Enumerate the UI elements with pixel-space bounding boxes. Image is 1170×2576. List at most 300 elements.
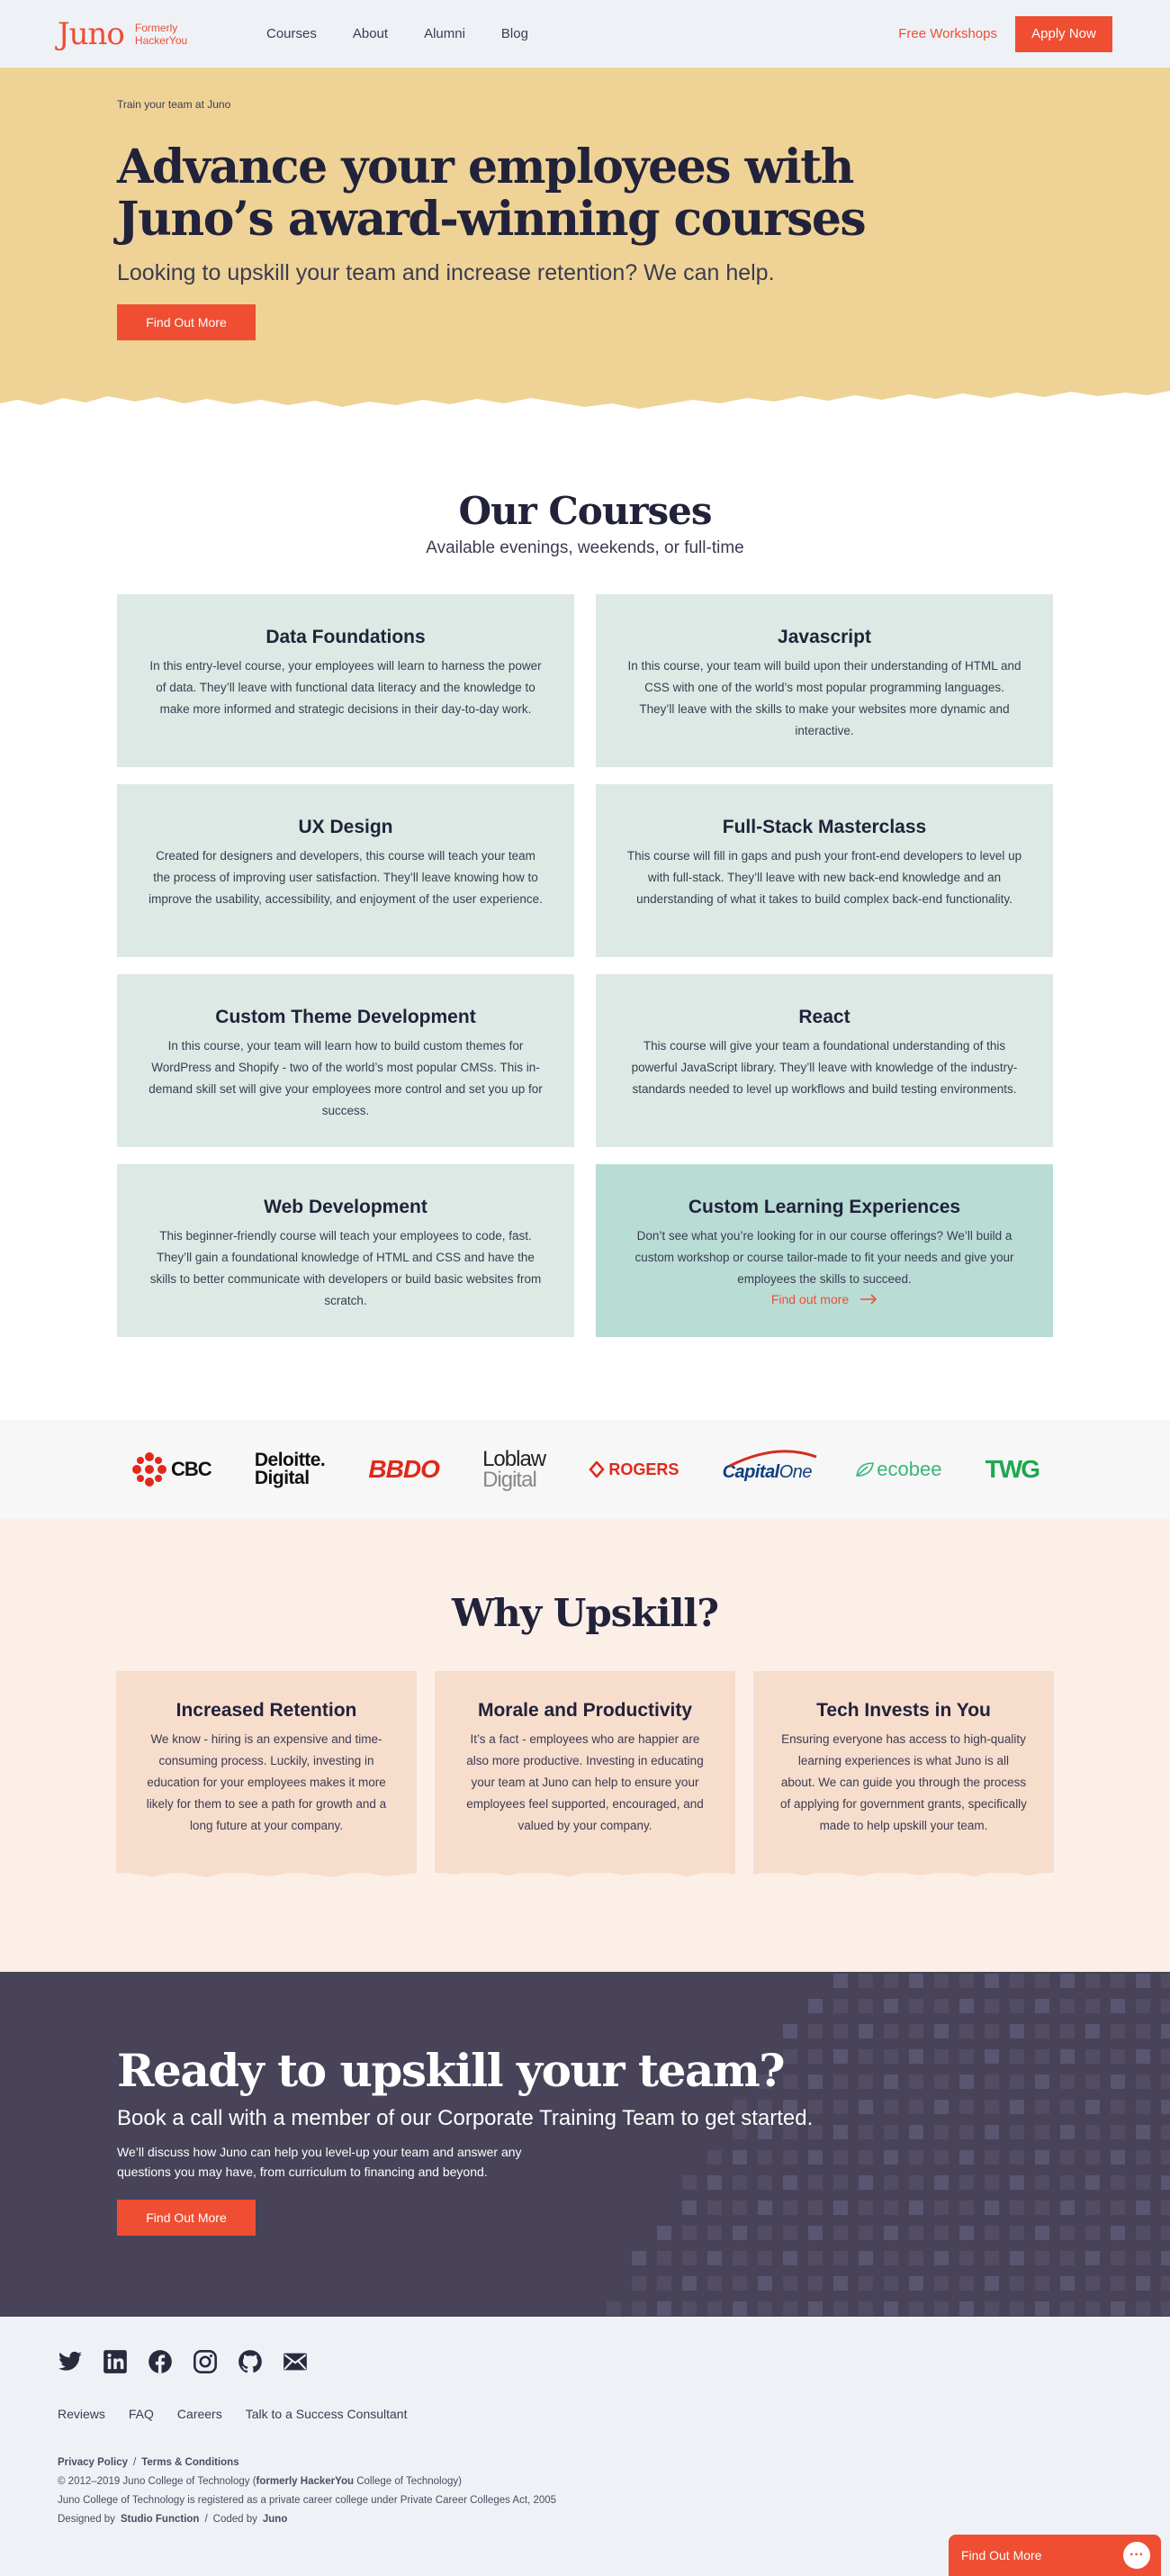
pattern-square xyxy=(985,2226,999,2240)
pattern-square xyxy=(1035,2150,1049,2165)
pattern-square xyxy=(1161,2276,1170,2291)
pattern-square xyxy=(1060,2251,1075,2265)
footer-link-careers[interactable]: Careers xyxy=(176,2407,222,2421)
pattern-square xyxy=(1111,2024,1125,2038)
pattern-square xyxy=(959,2276,974,2291)
pattern-square xyxy=(1010,2024,1024,2038)
pattern-square xyxy=(1085,2226,1100,2240)
course-grid xyxy=(117,594,1053,1337)
hero xyxy=(0,68,1170,424)
pattern-square xyxy=(959,2201,974,2215)
pattern-square xyxy=(1161,2301,1170,2316)
pattern-square xyxy=(1161,2201,1170,2215)
logo-subtitle: Formerly HackerYou xyxy=(134,21,188,47)
pattern-square xyxy=(707,2301,722,2316)
pattern-square xyxy=(1010,1974,1024,1988)
capital-one-text: Capital xyxy=(722,1461,779,1482)
pattern-square xyxy=(884,2301,898,2316)
cta-section xyxy=(0,1972,1170,2317)
pattern-square xyxy=(884,2201,898,2215)
pattern-square xyxy=(909,2276,923,2291)
ecobee-leaf-icon xyxy=(855,1461,875,1478)
logo[interactable] xyxy=(58,16,266,52)
copyright-text-c: College of Technology) xyxy=(354,2476,462,2487)
pattern-square xyxy=(1111,2100,1125,2114)
pattern-square xyxy=(909,2301,923,2316)
cbc-gem-icon xyxy=(131,1451,167,1487)
pattern-square xyxy=(985,2024,999,2038)
deloitte-text: Deloitte. xyxy=(254,1450,326,1470)
cta-description: We’ll discuss how Juno can help you level-up your team and answer any questions you may have, from curriculum to financing and beyond. xyxy=(117,2145,522,2179)
credits-separator: / xyxy=(204,2514,208,2525)
pattern-square xyxy=(1136,2125,1150,2139)
pattern-square xyxy=(707,2175,722,2190)
pattern-square xyxy=(985,2251,999,2265)
pattern-square xyxy=(808,2276,823,2291)
pattern-square xyxy=(1136,2175,1150,2190)
pattern-square xyxy=(934,2024,949,2038)
pattern-square xyxy=(1035,1974,1049,1988)
pattern-square xyxy=(1060,2175,1075,2190)
pattern-square xyxy=(1060,2024,1075,2038)
hero-find-out-more-button[interactable]: Find Out More xyxy=(117,304,256,340)
find-out-more-chat-button[interactable] xyxy=(949,2535,1161,2576)
pattern-square xyxy=(833,1999,848,2013)
square-pattern-decoration xyxy=(522,1972,1170,2317)
pattern-square xyxy=(707,2201,722,2215)
pattern-square xyxy=(808,2150,823,2165)
pattern-square xyxy=(1035,1999,1049,2013)
pattern-square xyxy=(632,2251,646,2265)
pattern-square xyxy=(783,2251,797,2265)
fab-label: Find Out More xyxy=(961,2548,1042,2562)
pattern-square xyxy=(1010,1999,1024,2013)
pattern-square xyxy=(657,2276,671,2291)
pattern-square xyxy=(1085,2301,1100,2316)
pattern-square xyxy=(859,2024,873,2038)
pattern-square xyxy=(959,2150,974,2165)
pattern-square xyxy=(833,2175,848,2190)
pattern-square xyxy=(959,1999,974,2013)
course-title: Custom Learning Experiences xyxy=(688,1197,961,1217)
pattern-square xyxy=(1136,2024,1150,2038)
pattern-square xyxy=(859,2201,873,2215)
coder-link[interactable]: Juno xyxy=(262,2514,288,2525)
cta-title: Ready to upskill your team? xyxy=(117,2044,785,2097)
find-out-more-label: Find out more xyxy=(770,1292,850,1306)
pattern-square xyxy=(1010,2175,1024,2190)
why-card-description: Ensuring everyone has access to high-quality learning experiences is what Juno is all about. We can guide you through the process of applying for government grants, specifically made to help upskill your team. xyxy=(780,1732,1027,1832)
pattern-square xyxy=(1111,2125,1125,2139)
pattern-square xyxy=(909,1974,923,1988)
pattern-square xyxy=(859,2150,873,2165)
pattern-square xyxy=(1085,2024,1100,2038)
pattern-square xyxy=(1060,2276,1075,2291)
linkedin-icon[interactable] xyxy=(103,2349,128,2374)
pattern-square xyxy=(1136,2276,1150,2291)
why-card-description: We know - hiring is an expensive and time-consuming process. Luckily, investing in education for your employees makes it more likely for them to see a path for growth and a long future at your company. xyxy=(146,1732,387,1832)
course-card-web-development[interactable] xyxy=(117,1164,574,1337)
course-title: Full-Stack Masterclass xyxy=(722,817,927,837)
pattern-square xyxy=(1111,2049,1125,2064)
pattern-square xyxy=(1060,2201,1075,2215)
course-title: Custom Theme Development xyxy=(215,1007,476,1027)
pattern-square xyxy=(859,1999,873,2013)
pattern-square xyxy=(934,1999,949,2013)
pattern-square xyxy=(884,1974,898,1988)
pattern-square xyxy=(808,2024,823,2038)
designer-link[interactable]: Studio Function xyxy=(120,2514,200,2525)
pattern-square xyxy=(909,2251,923,2265)
pattern-square xyxy=(884,1999,898,2013)
footer-link-reviews[interactable]: Reviews xyxy=(58,2407,105,2421)
facebook-icon[interactable] xyxy=(148,2349,173,2374)
pattern-square xyxy=(985,2175,999,2190)
credits-line xyxy=(58,2510,1112,2529)
torn-paper-edge xyxy=(0,387,1170,425)
pattern-square xyxy=(884,2175,898,2190)
copyright-formerly: formerly HackerYou xyxy=(256,2476,354,2487)
pattern-square xyxy=(1111,2251,1125,2265)
pattern-square xyxy=(985,2201,999,2215)
pattern-square xyxy=(682,2226,697,2240)
pattern-square xyxy=(1111,2074,1125,2089)
why-card-description: It’s a fact - employees who are happier are also more productive. Investing in educating your team at Juno can help to ensure your employees feel supported, encouraged, and valued by your company. xyxy=(466,1732,704,1832)
pattern-square xyxy=(884,2024,898,2038)
privacy-policy-link[interactable]: Privacy Policy xyxy=(58,2457,128,2468)
legal-info xyxy=(58,2454,1112,2529)
pattern-square xyxy=(1035,2175,1049,2190)
pattern-square xyxy=(758,2276,772,2291)
cta-find-out-more-button[interactable]: Find Out More xyxy=(117,2200,256,2236)
pattern-square xyxy=(1060,2074,1075,2089)
pattern-square xyxy=(1010,2201,1024,2215)
pattern-square xyxy=(657,2251,671,2265)
course-title: React xyxy=(798,1007,850,1027)
pattern-square xyxy=(934,2175,949,2190)
pattern-square xyxy=(1111,2276,1125,2291)
pattern-square xyxy=(1111,2175,1125,2190)
pattern-square xyxy=(1136,2100,1150,2114)
pattern-square xyxy=(959,2175,974,2190)
pattern-square xyxy=(909,2150,923,2165)
pattern-square xyxy=(783,2024,797,2038)
pattern-square xyxy=(707,2251,722,2265)
pattern-square xyxy=(884,2226,898,2240)
loblaw-digital-text: Digital xyxy=(482,1468,536,1492)
pattern-square xyxy=(607,2301,621,2316)
pattern-square xyxy=(1136,2301,1150,2316)
pattern-square xyxy=(682,2251,697,2265)
pattern-square xyxy=(1085,2201,1100,2215)
course-description: Don’t see what you’re looking for in our course offerings? We’ll build a custom workshop or course tailor-made to fit your needs and give your employees the skills to succeed. xyxy=(634,1229,1014,1286)
pattern-square xyxy=(909,2175,923,2190)
pattern-square xyxy=(707,2276,722,2291)
pattern-square xyxy=(783,2175,797,2190)
footer-link-faq[interactable]: FAQ xyxy=(128,2407,154,2421)
pattern-square xyxy=(1035,2201,1049,2215)
twg-logo xyxy=(986,1455,1039,1484)
course-card-full-stack[interactable] xyxy=(596,784,1053,957)
pattern-square xyxy=(1161,2074,1170,2089)
nav-blog[interactable]: Blog xyxy=(500,26,528,41)
pattern-square xyxy=(632,2301,646,2316)
course-card-ux-design[interactable] xyxy=(117,784,574,957)
pattern-square xyxy=(1060,1999,1075,2013)
pattern-square xyxy=(934,2150,949,2165)
site-header xyxy=(0,0,1170,68)
capital-one-swoosh-icon xyxy=(723,1450,818,1468)
course-description: This beginner-friendly course will teach your employees to code, fast. They’ll gain a foundational knowledge of HTML and CSS and have the skills to better communicate with developers or build basic websites from scratch. xyxy=(149,1229,542,1307)
copyright-text-a: © 2012–2019 Juno College of Technology ( xyxy=(58,2476,256,2487)
hero-eyebrow: Train your team at Juno xyxy=(117,98,231,111)
registration-text: Juno College of Technology is registered as a private career college under Private Career Colleges Act, 2005 xyxy=(58,2495,557,2506)
pattern-square xyxy=(985,2150,999,2165)
pattern-square xyxy=(682,2301,697,2316)
pattern-square xyxy=(833,2226,848,2240)
pattern-square xyxy=(959,2301,974,2316)
coded-by-label: Coded by xyxy=(212,2514,257,2525)
cta-subtitle: Book a call with a member of our Corporate Training Team to get started. xyxy=(117,2106,814,2130)
copyright-line xyxy=(58,2472,1112,2491)
pattern-square xyxy=(884,2251,898,2265)
pattern-square xyxy=(1010,2251,1024,2265)
pattern-square xyxy=(758,2150,772,2165)
pattern-square xyxy=(859,2226,873,2240)
pattern-square xyxy=(1035,2251,1049,2265)
pattern-square xyxy=(833,2251,848,2265)
rogers-text: ROGERS xyxy=(608,1460,680,1478)
pattern-square xyxy=(1085,2276,1100,2291)
pattern-square xyxy=(783,2276,797,2291)
pattern-square xyxy=(985,2276,999,2291)
pattern-square xyxy=(1085,2100,1100,2114)
twg-text: TWG xyxy=(985,1455,1039,1483)
pattern-square xyxy=(1035,2024,1049,2038)
pattern-square xyxy=(1136,1999,1150,2013)
pattern-square xyxy=(733,2201,747,2215)
pattern-square xyxy=(783,2201,797,2215)
pattern-square xyxy=(1060,2100,1075,2114)
pattern-square xyxy=(1161,2175,1170,2190)
course-card-custom-learning xyxy=(596,1164,1053,1337)
pattern-square xyxy=(733,2301,747,2316)
email-icon[interactable] xyxy=(283,2349,308,2374)
pattern-square xyxy=(1085,2074,1100,2089)
course-title: UX Design xyxy=(298,817,393,837)
pattern-square xyxy=(1161,2125,1170,2139)
hero-subtitle: Looking to upskill your team and increase retention? We can help. xyxy=(117,260,775,285)
pattern-square xyxy=(959,2251,974,2265)
designed-by-label: Designed by xyxy=(58,2514,115,2525)
pattern-square xyxy=(1111,1999,1125,2013)
pattern-square xyxy=(1111,2150,1125,2165)
pattern-square xyxy=(833,2024,848,2038)
pattern-square xyxy=(1111,2301,1125,2316)
pattern-square xyxy=(808,1999,823,2013)
pattern-square xyxy=(1111,2226,1125,2240)
loblaw-digital-logo xyxy=(482,1449,545,1490)
pattern-square xyxy=(783,2150,797,2165)
why-card-title: Morale and Productivity xyxy=(477,1700,693,1721)
pattern-square xyxy=(1060,2049,1075,2064)
nav-about[interactable]: About xyxy=(352,26,389,41)
course-card-react[interactable] xyxy=(596,974,1053,1147)
bbdo-logo xyxy=(368,1455,438,1484)
twitter-icon[interactable] xyxy=(58,2349,83,2374)
instagram-icon[interactable] xyxy=(193,2349,218,2374)
free-workshops-link[interactable]: Free Workshops xyxy=(898,26,997,41)
pattern-square xyxy=(733,2175,747,2190)
course-title: Data Foundations xyxy=(266,627,426,647)
pattern-square xyxy=(1136,2201,1150,2215)
rogers-swirl-icon xyxy=(589,1461,605,1478)
course-card-custom-theme[interactable] xyxy=(117,974,574,1147)
pattern-square xyxy=(934,2201,949,2215)
course-card-data-foundations[interactable] xyxy=(117,594,574,767)
pattern-square xyxy=(1161,1974,1170,1988)
course-description: In this course, your team will build upon their understanding of HTML and CSS with one of the world’s most popular programming languages. They’ll leave with the skills to make your websites more dynamic and interactive. xyxy=(627,659,1022,737)
pattern-square xyxy=(1060,2125,1075,2139)
pattern-square xyxy=(1111,2201,1125,2215)
pattern-square xyxy=(758,2251,772,2265)
course-description: This course will fill in gaps and push your front-end developers to level up with full-stack. They’ll leave with new back-end knowledge and an understanding of what it takes to build complex back-end functionality. xyxy=(626,849,1022,906)
pattern-square xyxy=(808,2201,823,2215)
pattern-square xyxy=(959,2226,974,2240)
pattern-square xyxy=(909,2226,923,2240)
pattern-square xyxy=(934,2251,949,2265)
terms-link[interactable]: Terms & Conditions xyxy=(141,2457,239,2468)
loblaw-text: Loblaw xyxy=(482,1447,546,1471)
pattern-square xyxy=(783,2301,797,2316)
course-description: Created for designers and developers, this course will teach your team the process of improving user satisfaction. They’ll leave knowing how to improve the usability, accessibility, and enjoyment of the user experience. xyxy=(148,849,543,906)
pattern-square xyxy=(682,2276,697,2291)
pattern-square xyxy=(833,1974,848,1988)
pattern-square xyxy=(733,2251,747,2265)
social-links xyxy=(58,2349,1112,2374)
footer-nav xyxy=(58,2407,1112,2421)
cbc-logo xyxy=(131,1451,212,1487)
apply-now-button[interactable]: Apply Now xyxy=(1015,16,1112,52)
pattern-square xyxy=(1035,2301,1049,2316)
ecobee-logo xyxy=(855,1458,941,1481)
pattern-square xyxy=(884,2150,898,2165)
header-actions xyxy=(898,16,1112,52)
nav-alumni[interactable]: Alumni xyxy=(424,26,465,41)
pattern-square xyxy=(632,2276,646,2291)
pattern-square xyxy=(1085,1974,1100,1988)
ecobee-text: ecobee xyxy=(877,1458,942,1480)
pattern-square xyxy=(1161,2251,1170,2265)
courses-title: Our Courses xyxy=(458,489,712,533)
why-card-tech-invests xyxy=(753,1671,1054,1873)
pattern-square xyxy=(1010,2226,1024,2240)
pattern-square xyxy=(909,2024,923,2038)
rogers-logo xyxy=(589,1460,679,1479)
pattern-square xyxy=(707,2150,722,2165)
pattern-square xyxy=(783,2226,797,2240)
pattern-square xyxy=(833,2276,848,2291)
pattern-square xyxy=(859,2301,873,2316)
hero-title: Advance your employees with Juno’s award-winning courses xyxy=(117,140,866,247)
pattern-square xyxy=(859,2175,873,2190)
chat-bubble-icon: ··· xyxy=(1123,2542,1150,2569)
pattern-square xyxy=(682,2201,697,2215)
arrow-right-icon xyxy=(860,1294,878,1305)
pattern-square xyxy=(1085,2150,1100,2165)
pattern-square xyxy=(934,1974,949,1988)
pattern-square xyxy=(859,2251,873,2265)
pattern-square xyxy=(1136,2049,1150,2064)
pattern-square xyxy=(985,2301,999,2316)
pattern-square xyxy=(909,1999,923,2013)
pattern-square xyxy=(682,2175,697,2190)
nav-courses[interactable]: Courses xyxy=(266,26,317,41)
pattern-square xyxy=(1085,1999,1100,2013)
pattern-square xyxy=(1035,2226,1049,2240)
pattern-square xyxy=(833,2301,848,2316)
pattern-square xyxy=(1136,2251,1150,2265)
find-out-more-link[interactable] xyxy=(771,1292,878,1306)
pattern-square xyxy=(1060,2150,1075,2165)
pattern-square xyxy=(959,2024,974,2038)
pattern-square xyxy=(1111,1974,1125,1988)
courses-section xyxy=(0,424,1170,1337)
legal-separator: / xyxy=(133,2457,137,2468)
pattern-square xyxy=(934,2301,949,2316)
why-title: Why Upskill? xyxy=(452,1591,718,1635)
pattern-square xyxy=(657,2301,671,2316)
pattern-square xyxy=(733,2276,747,2291)
courses-subtitle: Available evenings, weekends, or full-time xyxy=(426,538,744,557)
github-icon[interactable] xyxy=(238,2349,263,2374)
torn-card-edge xyxy=(435,1866,735,1880)
course-card-javascript[interactable] xyxy=(596,594,1053,767)
why-grid xyxy=(0,1671,1170,1873)
pattern-square xyxy=(1136,2074,1150,2089)
pattern-square xyxy=(1161,2024,1170,2038)
footer-link-success-consultant[interactable]: Talk to a Success Consultant xyxy=(245,2407,408,2421)
cbc-text: CBC xyxy=(171,1458,212,1480)
pattern-square xyxy=(833,2201,848,2215)
pattern-square xyxy=(1035,2276,1049,2291)
pattern-square xyxy=(808,2226,823,2240)
pattern-square xyxy=(985,1999,999,2013)
pattern-square xyxy=(985,1974,999,1988)
course-title: Javascript xyxy=(778,627,871,647)
why-card-title: Increased Retention xyxy=(176,1700,357,1721)
pattern-square xyxy=(1161,1999,1170,2013)
course-title: Web Development xyxy=(264,1197,428,1217)
pattern-square xyxy=(959,1974,974,1988)
pattern-square xyxy=(1060,1974,1075,1988)
pattern-square xyxy=(758,2175,772,2190)
pattern-square xyxy=(1010,2301,1024,2316)
pattern-square xyxy=(1136,2226,1150,2240)
pattern-square xyxy=(707,2226,722,2240)
pattern-square xyxy=(1010,2276,1024,2291)
pattern-square xyxy=(1161,2100,1170,2114)
pattern-square xyxy=(758,2201,772,2215)
pattern-square xyxy=(1136,1974,1150,1988)
pattern-square xyxy=(1085,2049,1100,2064)
pattern-square xyxy=(758,2301,772,2316)
partner-logos xyxy=(0,1420,1170,1519)
course-description: In this entry-level course, your employees will learn to harness the power of data. They’ll leave with functional data literacy and the knowledge to make more informed and strategic decisions in their day-to-day work. xyxy=(149,659,542,716)
pattern-square xyxy=(808,2251,823,2265)
why-card-morale xyxy=(435,1671,735,1873)
pattern-square xyxy=(1010,2150,1024,2165)
